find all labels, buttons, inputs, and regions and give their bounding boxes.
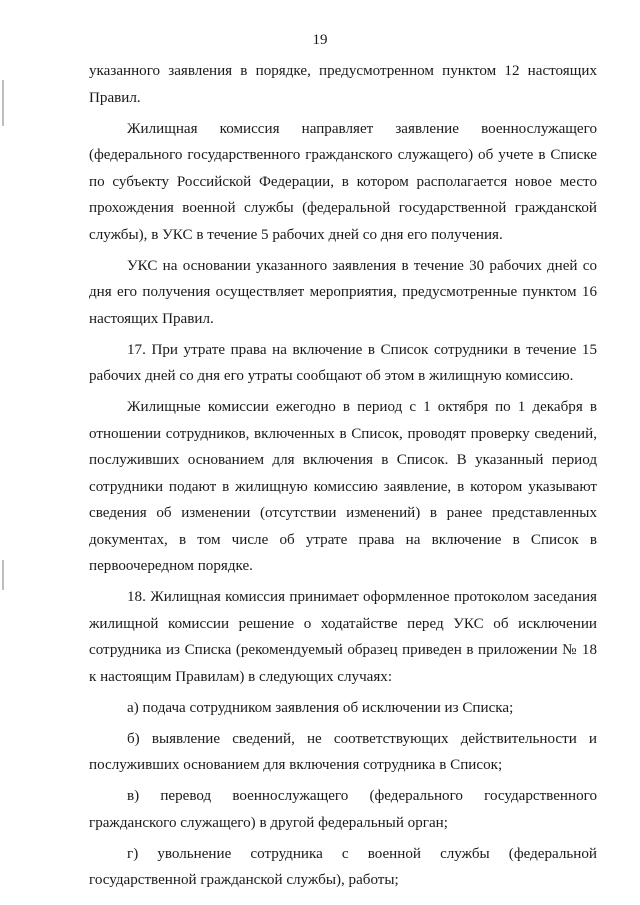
paragraph: Жилищная комиссия направляет заявление военнослужащего (федерального государственного гражданского служащего) об учете в Списке по субъекту Российской Федерации, в котором располагается новое место прохождения военной службы (федеральной государственной гражданской службы), в УКС в течение 5 рабочих дней со дня его получения.: [89, 120, 597, 243]
document-body: [89, 58, 597, 898]
paragraph-item-17: 17. При утрате права на включение в Список сотрудники в течение 15 рабочих дней со дня его утраты сообщают об этом в жилищную комиссию.: [89, 341, 597, 384]
list-item-a: а) подача сотрудником заявления об исключении из Списка;: [127, 699, 514, 716]
page-number: 19: [312, 32, 328, 48]
scan-edge-mark: [2, 80, 4, 126]
paragraph-item-18: 18. Жилищная комиссия принимает оформленное протоколом заседания жилищной комиссии решение о ходатайстве перед УКС об исключении сотрудника из Списка (рекомендуемый образец приведен в приложении № 18 к настоящим Правилам) в следующих случаях:: [89, 589, 597, 685]
scan-edge-mark: [2, 560, 4, 590]
paragraph-continuation: указанного заявления в порядке, предусмотренном пунктом 12 настоящих Правил.: [89, 63, 597, 106]
paragraph: УКС на основании указанного заявления в течение 30 рабочих дней со дня его получения осуществляет мероприятия, предусмотренные пунктом 16 настоящих Правил.: [89, 257, 597, 327]
list-item-g: г) увольнение сотрудника с военной службы (федеральной государственной гражданской службы), работы;: [89, 845, 597, 888]
paragraph: Жилищные комиссии ежегодно в период с 1 октября по 1 декабря в отношении сотрудников, включенных в Список, проводят проверку сведений, послуживших основанием для включения в Список. В указанный период сотрудники подают в жилищную комиссию заявление, в котором указывают сведения об изменении (отсутствии изменений) в ранее представленных документах, в том числе об утрате права на включение в Список в первоочередном порядке.: [89, 399, 597, 574]
list-item-v: в) перевод военнослужащего (федерального государственного гражданского служащего) в другой федеральный орган;: [89, 788, 597, 831]
list-item-b: б) выявление сведений, не соответствующих действительности и послуживших основанием для включения сотрудника в Список;: [89, 730, 597, 773]
